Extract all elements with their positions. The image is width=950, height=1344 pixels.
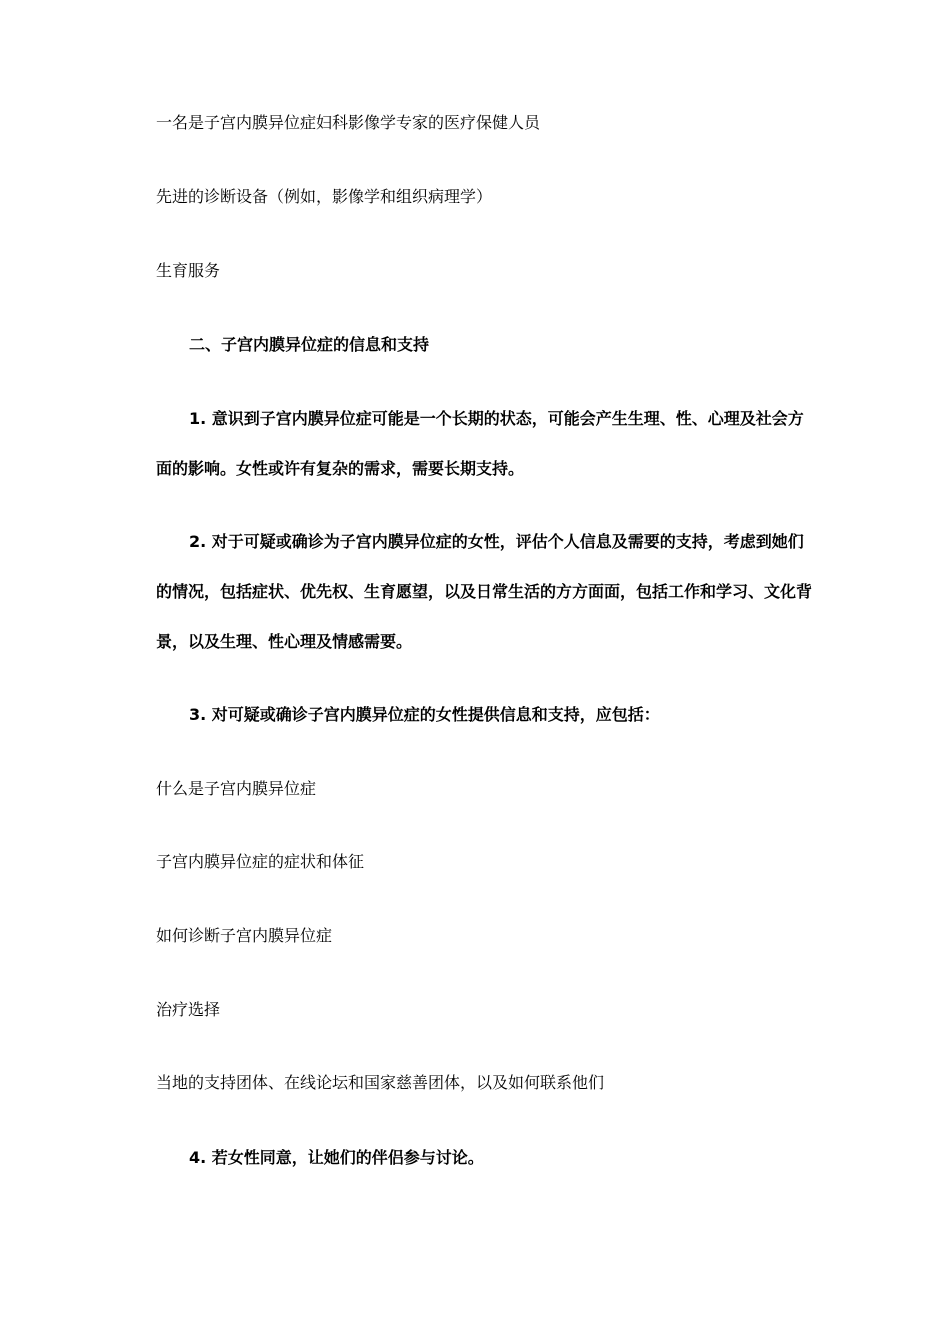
- paragraph-3: 3. 对可疑或确诊子宫内膜异位症的女性提供信息和支持，应包括：: [189, 705, 660, 724]
- paragraph-4: 4. 若女性同意，让她们的伴侣参与讨论。: [189, 1148, 484, 1167]
- paragraph-1: 1. 意识到子宫内膜异位症可能是一个长期的状态，可能会产生生理、性、心理及社会方面的影响。女性或许有复杂的需求，需要长期支持。: [156, 409, 804, 478]
- paragraph-2: 2. 对于可疑或确诊为子宫内膜异位症的女性，评估个人信息及需要的支持，考虑到她们的情况，包括症状、优先权、生育愿望，以及日常生活的方方面面，包括工作和学习、文化背景，以及生理、性心理及情感需要。: [156, 532, 813, 651]
- section-heading: 二、子宫内膜异位症的信息和支持: [189, 335, 430, 354]
- info-list-item: 治疗选择: [156, 1000, 221, 1019]
- info-list-item: 什么是子宫内膜异位症: [156, 779, 317, 798]
- service-item-fertility: 生育服务: [156, 261, 221, 280]
- service-item-specialist: 一名是子宫内膜异位症妇科影像学专家的医疗保健人员: [156, 113, 541, 132]
- info-list-item: 如何诊断子宫内膜异位症: [156, 926, 333, 945]
- info-list-item: 当地的支持团体、在线论坛和国家慈善团体，以及如何联系他们: [156, 1073, 605, 1092]
- service-item-diagnostics: 先进的诊断设备（例如，影像学和组织病理学）: [156, 187, 493, 206]
- info-list-item: 子宫内膜异位症的症状和体征: [156, 852, 365, 871]
